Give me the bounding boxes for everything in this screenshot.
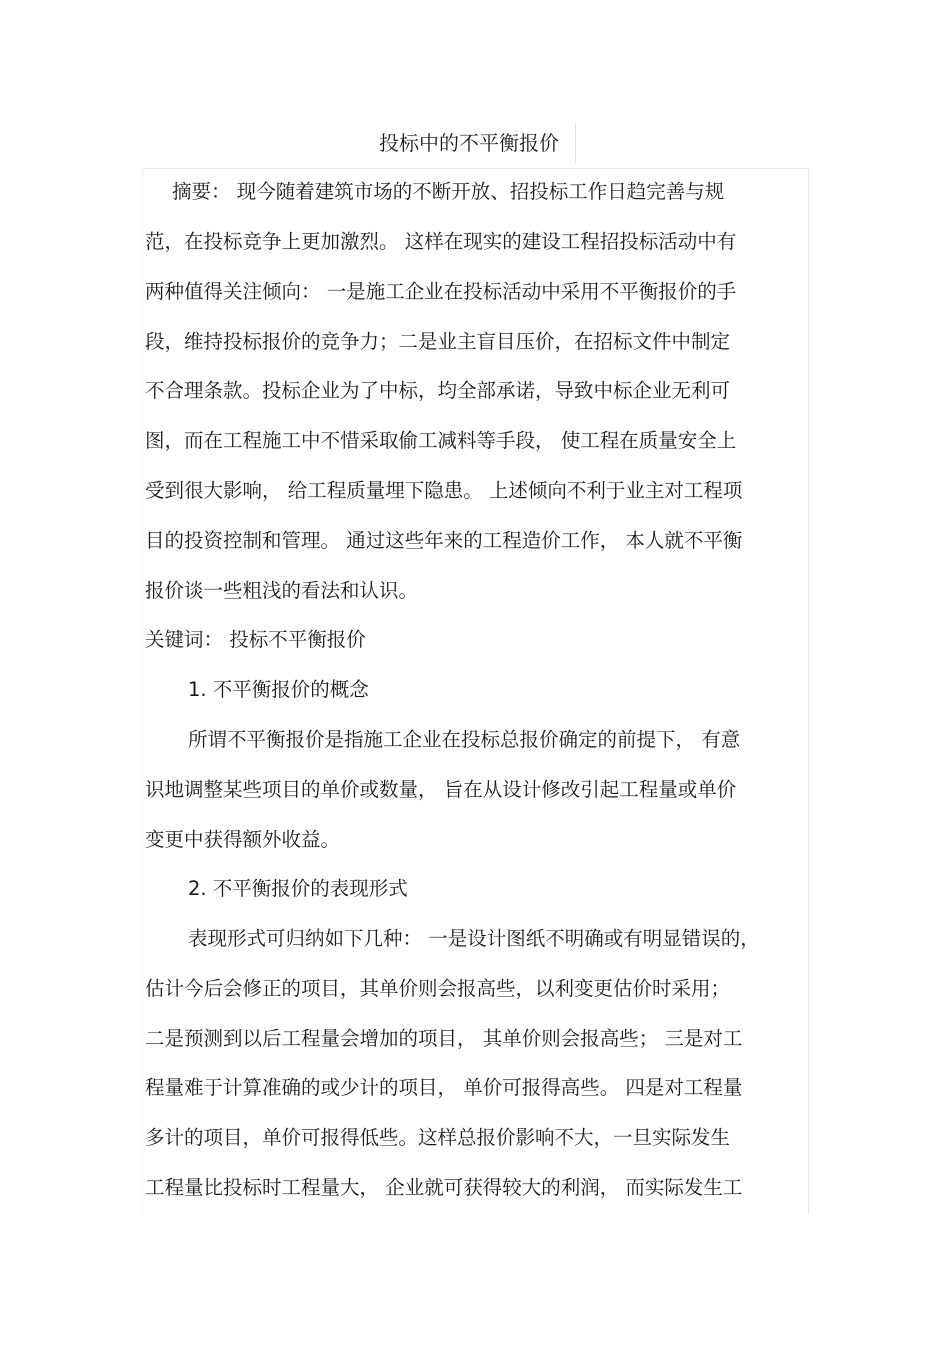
paragraph-line: 二是预测到以后工程量会增加的项目， 其单价则会报高些； 三是对工 xyxy=(145,1027,743,1050)
paragraph-line: 两种值得关注倾向： 一是施工企业在投标活动中采用不平衡报价的手 xyxy=(145,280,737,303)
paragraph-line: 范，在投标竞争上更加激烈。 这样在现实的建设工程招投标活动中有 xyxy=(145,230,737,253)
section-heading: 1. 不平衡报价的概念 xyxy=(188,678,369,701)
keywords-line: 关键词： 投标不平衡报价 xyxy=(145,628,366,651)
paragraph-line: 受到很大影响， 给工程质量埋下隐患。 上述倾向不利于业主对工程项 xyxy=(145,479,743,502)
paragraph-line: 报价谈一些粗浅的看法和认识。 xyxy=(145,579,419,602)
paragraph-line: 摘要： 现今随着建筑市场的不断开放、招投标工作日趋完善与规 xyxy=(172,180,725,203)
paragraph-line: 工程量比投标时工程量大， 企业就可获得较大的利润， 而实际发生工 xyxy=(145,1176,743,1199)
paragraph-line: 变更中获得额外收益。 xyxy=(145,828,341,851)
paragraph-line: 所谓不平衡报价是指施工企业在投标总报价确定的前提下， 有意 xyxy=(188,728,741,751)
paragraph-line: 目的投资控制和管理。 通过这些年来的工程造价工作， 本人就不平衡 xyxy=(145,529,743,552)
paragraph-line: 表现形式可归纳如下几种： 一是设计图纸不明确或有明显错误的， xyxy=(188,927,760,950)
paragraph-line: 不合理条款。投标企业为了中标，均全部承诺，导致中标企业无利可 xyxy=(145,379,731,402)
document-title: 投标中的不平衡报价 xyxy=(379,131,559,155)
paragraph-line: 程量难于计算准确的或少计的项目， 单价可报得高些。 四是对工程量 xyxy=(145,1076,743,1099)
section-heading: 2. 不平衡报价的表现形式 xyxy=(188,877,408,900)
paragraph-line: 识地调整某些项目的单价或数量， 旨在从设计修改引起工程量或单价 xyxy=(145,778,737,801)
paragraph-line: 估计今后会修正的项目，其单价则会报高些，以利变更估价时采用； xyxy=(145,977,731,1000)
paragraph-line: 段，维持投标报价的竞争力；二是业主盲目压价，在招标文件中制定 xyxy=(145,330,731,353)
paragraph-line: 多计的项目，单价可报得低些。这样总报价影响不大，一旦实际发生 xyxy=(145,1126,731,1149)
title-box xyxy=(363,123,576,163)
paragraph-line: 图，而在工程施工中不惜采取偷工减料等手段， 使工程在质量安全上 xyxy=(145,429,737,452)
